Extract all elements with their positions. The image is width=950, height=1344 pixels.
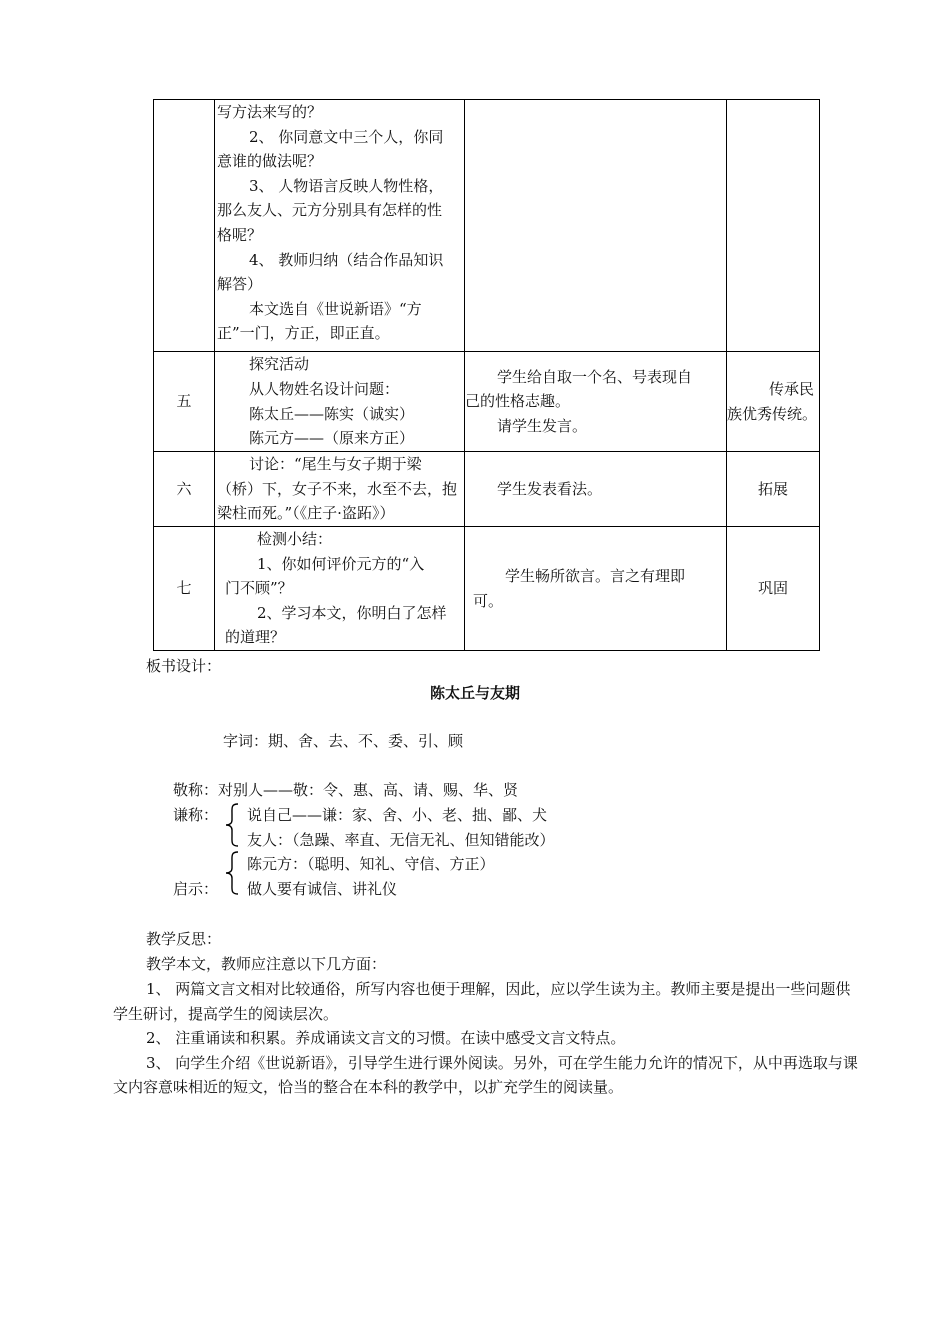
row5-student-line: 请学生发言。 [497,416,588,435]
reflection-item: 1、 两篇文言文相对比较通俗，所写内容也便于理解，因此，应以学生读为主。教师主要是提出一些问题供学生研讨，提高学生的阅读层次。 [113,980,851,1023]
reflection-intro: 教学本文，教师应注意以下几方面： [146,955,387,973]
row6-line: 梁柱而死。”（《庄子·盗跖》） [217,504,395,523]
board-jingcheng: 敬称：对别人——敬：令、惠、高、请、赐、华、贤 [173,781,519,799]
row7-line: 门不顾”？ [225,579,293,598]
row5-purpose-line: 传承民 [769,379,815,398]
board-zici: 字词：期、舍、去、不、委、引、顾 [223,732,464,750]
row4-line: 意谁的做法呢？ [217,152,323,171]
reflection-list [113,977,863,1100]
row7-line: 的道理？ [225,628,286,647]
reflection-label: 教学反思： [146,930,222,948]
row4-line: 4、 教师归纳（结合作品知识 [249,250,444,269]
row7-line: 检测小结： [257,530,333,549]
row4-purpose-cell [727,100,820,352]
table-row [154,352,820,452]
row6-num-cell: 六 [154,452,215,527]
board-qishi-label: 启示： [173,880,219,898]
row7-student-line: 学生畅所欲言。言之有理即 [505,566,686,585]
row6-student-cell [465,452,727,527]
row6-student-line: 学生发表看法。 [497,479,603,498]
table-row [154,100,820,352]
board-qiancheng-label: 谦称： [173,806,219,824]
row5-purpose-line: 族优秀传统。 [727,404,818,423]
row4-line: 解答） [217,275,263,294]
row7-summary-cell [215,527,465,651]
board-youren: 友人：（急躁、率直、无信无礼、但知错能改） [247,831,555,849]
row5-purpose-cell [727,352,820,452]
row7-num-cell: 七 [154,527,215,651]
row4-line: 正”一门，方正，即正直。 [217,324,390,343]
row6-discussion-cell [215,452,465,527]
board-label: 板书设计： [146,657,222,675]
row5-activity-cell [215,352,465,452]
board-qiancheng: 说自己——谦：家、舍、小、老、拙、鄙、犬 [247,806,548,824]
reflection-item: 3、 向学生介绍《世说新语》，引导学生进行课外阅读。另外，可在学生能力允许的情况下，从中再选取与课文内容意味相近的短文，恰当的整合在本科的教学中，以扩充学生的阅读量。 [113,1053,858,1096]
brace-icon [222,848,244,898]
row5-student-cell [465,352,727,452]
row7-student-line: 可。 [473,591,504,610]
row4-line: 那么友人、元方分别具有怎样的性 [217,201,443,220]
row7-line: 2、学习本文，你明白了怎样 [257,603,447,622]
row5-student-line: 己的性格志趣。 [465,392,571,411]
table-row [154,452,820,527]
row4-line: 写方法来写的？ [217,103,323,121]
board-qishi: 做人要有诚信、讲礼仪 [247,880,398,898]
row5-student-line: 学生给自取一个名、号表现自 [497,367,693,386]
row5-line: 探究活动 [249,355,310,374]
lesson-table [153,99,820,651]
reflection-item: 2、 注重诵读和积累。养成诵读文言文的习惯。在读中感受文言文特点。 [146,1029,626,1047]
row5-line: 陈元方——（原来方正） [249,429,415,448]
row4-line: 本文选自《世说新语》“方 [249,299,422,318]
row4-line: 2、 你同意文中三个人，你同 [249,127,444,146]
row4-line: 格呢？ [217,225,263,244]
row5-num-cell: 五 [154,352,215,452]
row7-purpose-cell: 巩固 [727,527,820,651]
row7-student-cell [465,527,727,651]
board-title: 陈太丘与友期 [429,684,520,702]
board-yuanfang: 陈元方：（聪明、知礼、守信、方正） [247,855,495,873]
row5-line: 陈太丘——陈实（诚实） [249,404,415,423]
brace-icon [222,800,244,850]
row4-line: 3、 人物语言反映人物性格， [249,176,444,195]
row7-line: 1、你如何评价元方的“入 [257,554,425,573]
table-row [154,527,820,651]
row4-num-cell [154,100,215,352]
row6-line: 讨论：“尾生与女子期于梁 [249,455,422,474]
row4-questions-cell [215,100,465,352]
row6-line: （桥）下，女子不来，水至不去，抱 [217,479,458,498]
row4-student-cell [465,100,727,352]
row5-line: 从人物姓名设计问题： [249,379,400,398]
row6-purpose-cell: 拓展 [727,452,820,527]
